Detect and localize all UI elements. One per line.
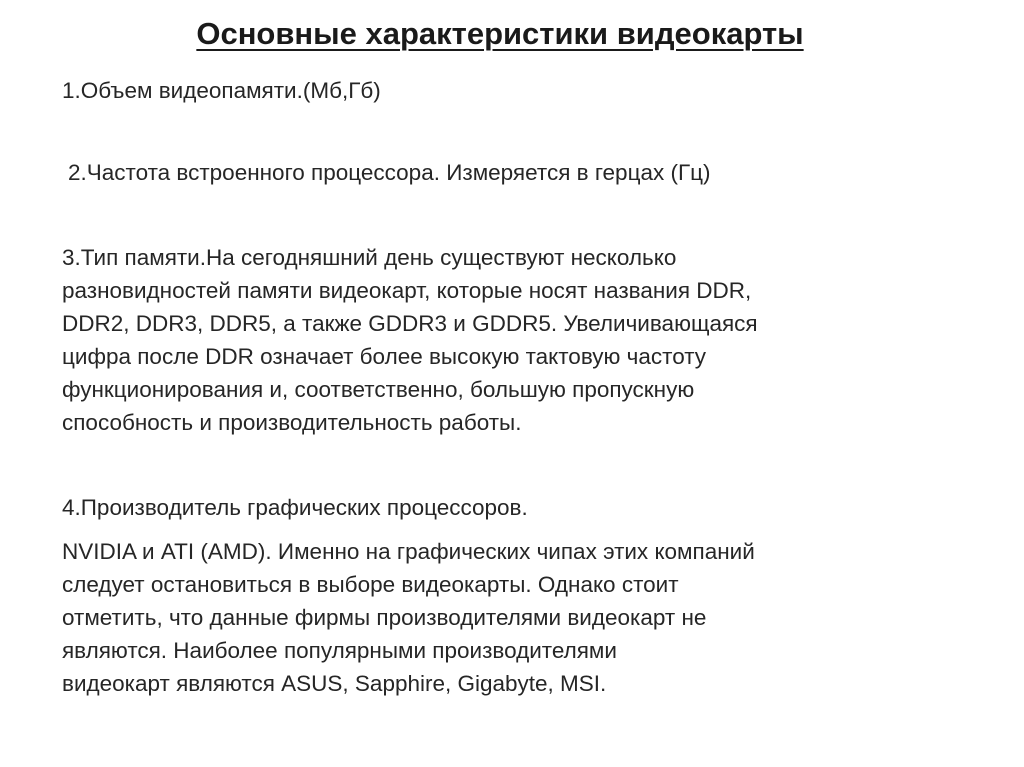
manufacturer-line: видеокарт являются ASUS, Sapphire, Gigabyte, MSI. [62,671,607,696]
manufacturer-line: NVIDIA и ATI (AMD). Именно на графических чипах этих компаний [62,539,755,564]
manufacturer-line: отметить, что данные фирмы производителями видеокарт не [62,605,707,630]
memory-type-line: способность и производительность работы. [62,410,522,435]
item-processor-frequency: 2.Частота встроенного процессора. Измеряется в герцах (Гц) [68,160,711,185]
slide-title: Основные характеристики видеокарты [196,16,804,51]
manufacturer-line: являются. Наиболее популярными производителями [62,638,617,663]
item-gpu-manufacturer: 4.Производитель графических процессоров. [62,495,528,520]
item-memory-type [62,241,962,439]
memory-type-line: DDR2, DDR3, DDR5, а также GDDR3 и GDDR5. Увеличивающаяся [62,311,758,336]
memory-type-line: разновидностей памяти видеокарт, которые носят названия DDR, [62,278,752,303]
manufacturer-details [62,535,962,700]
memory-type-line: 3.Тип памяти.На сегодняшний день существуют несколько [62,245,677,270]
manufacturer-line: следует остановиться в выборе видеокарты. Однако стоит [62,572,679,597]
memory-type-line: функционирования и, соответственно, большую пропускную [62,377,695,402]
memory-type-line: цифра после DDR означает более высокую тактовую частоту [62,344,707,369]
item-video-memory: 1.Объем видеопамяти.(Мб,Гб) [62,78,381,103]
